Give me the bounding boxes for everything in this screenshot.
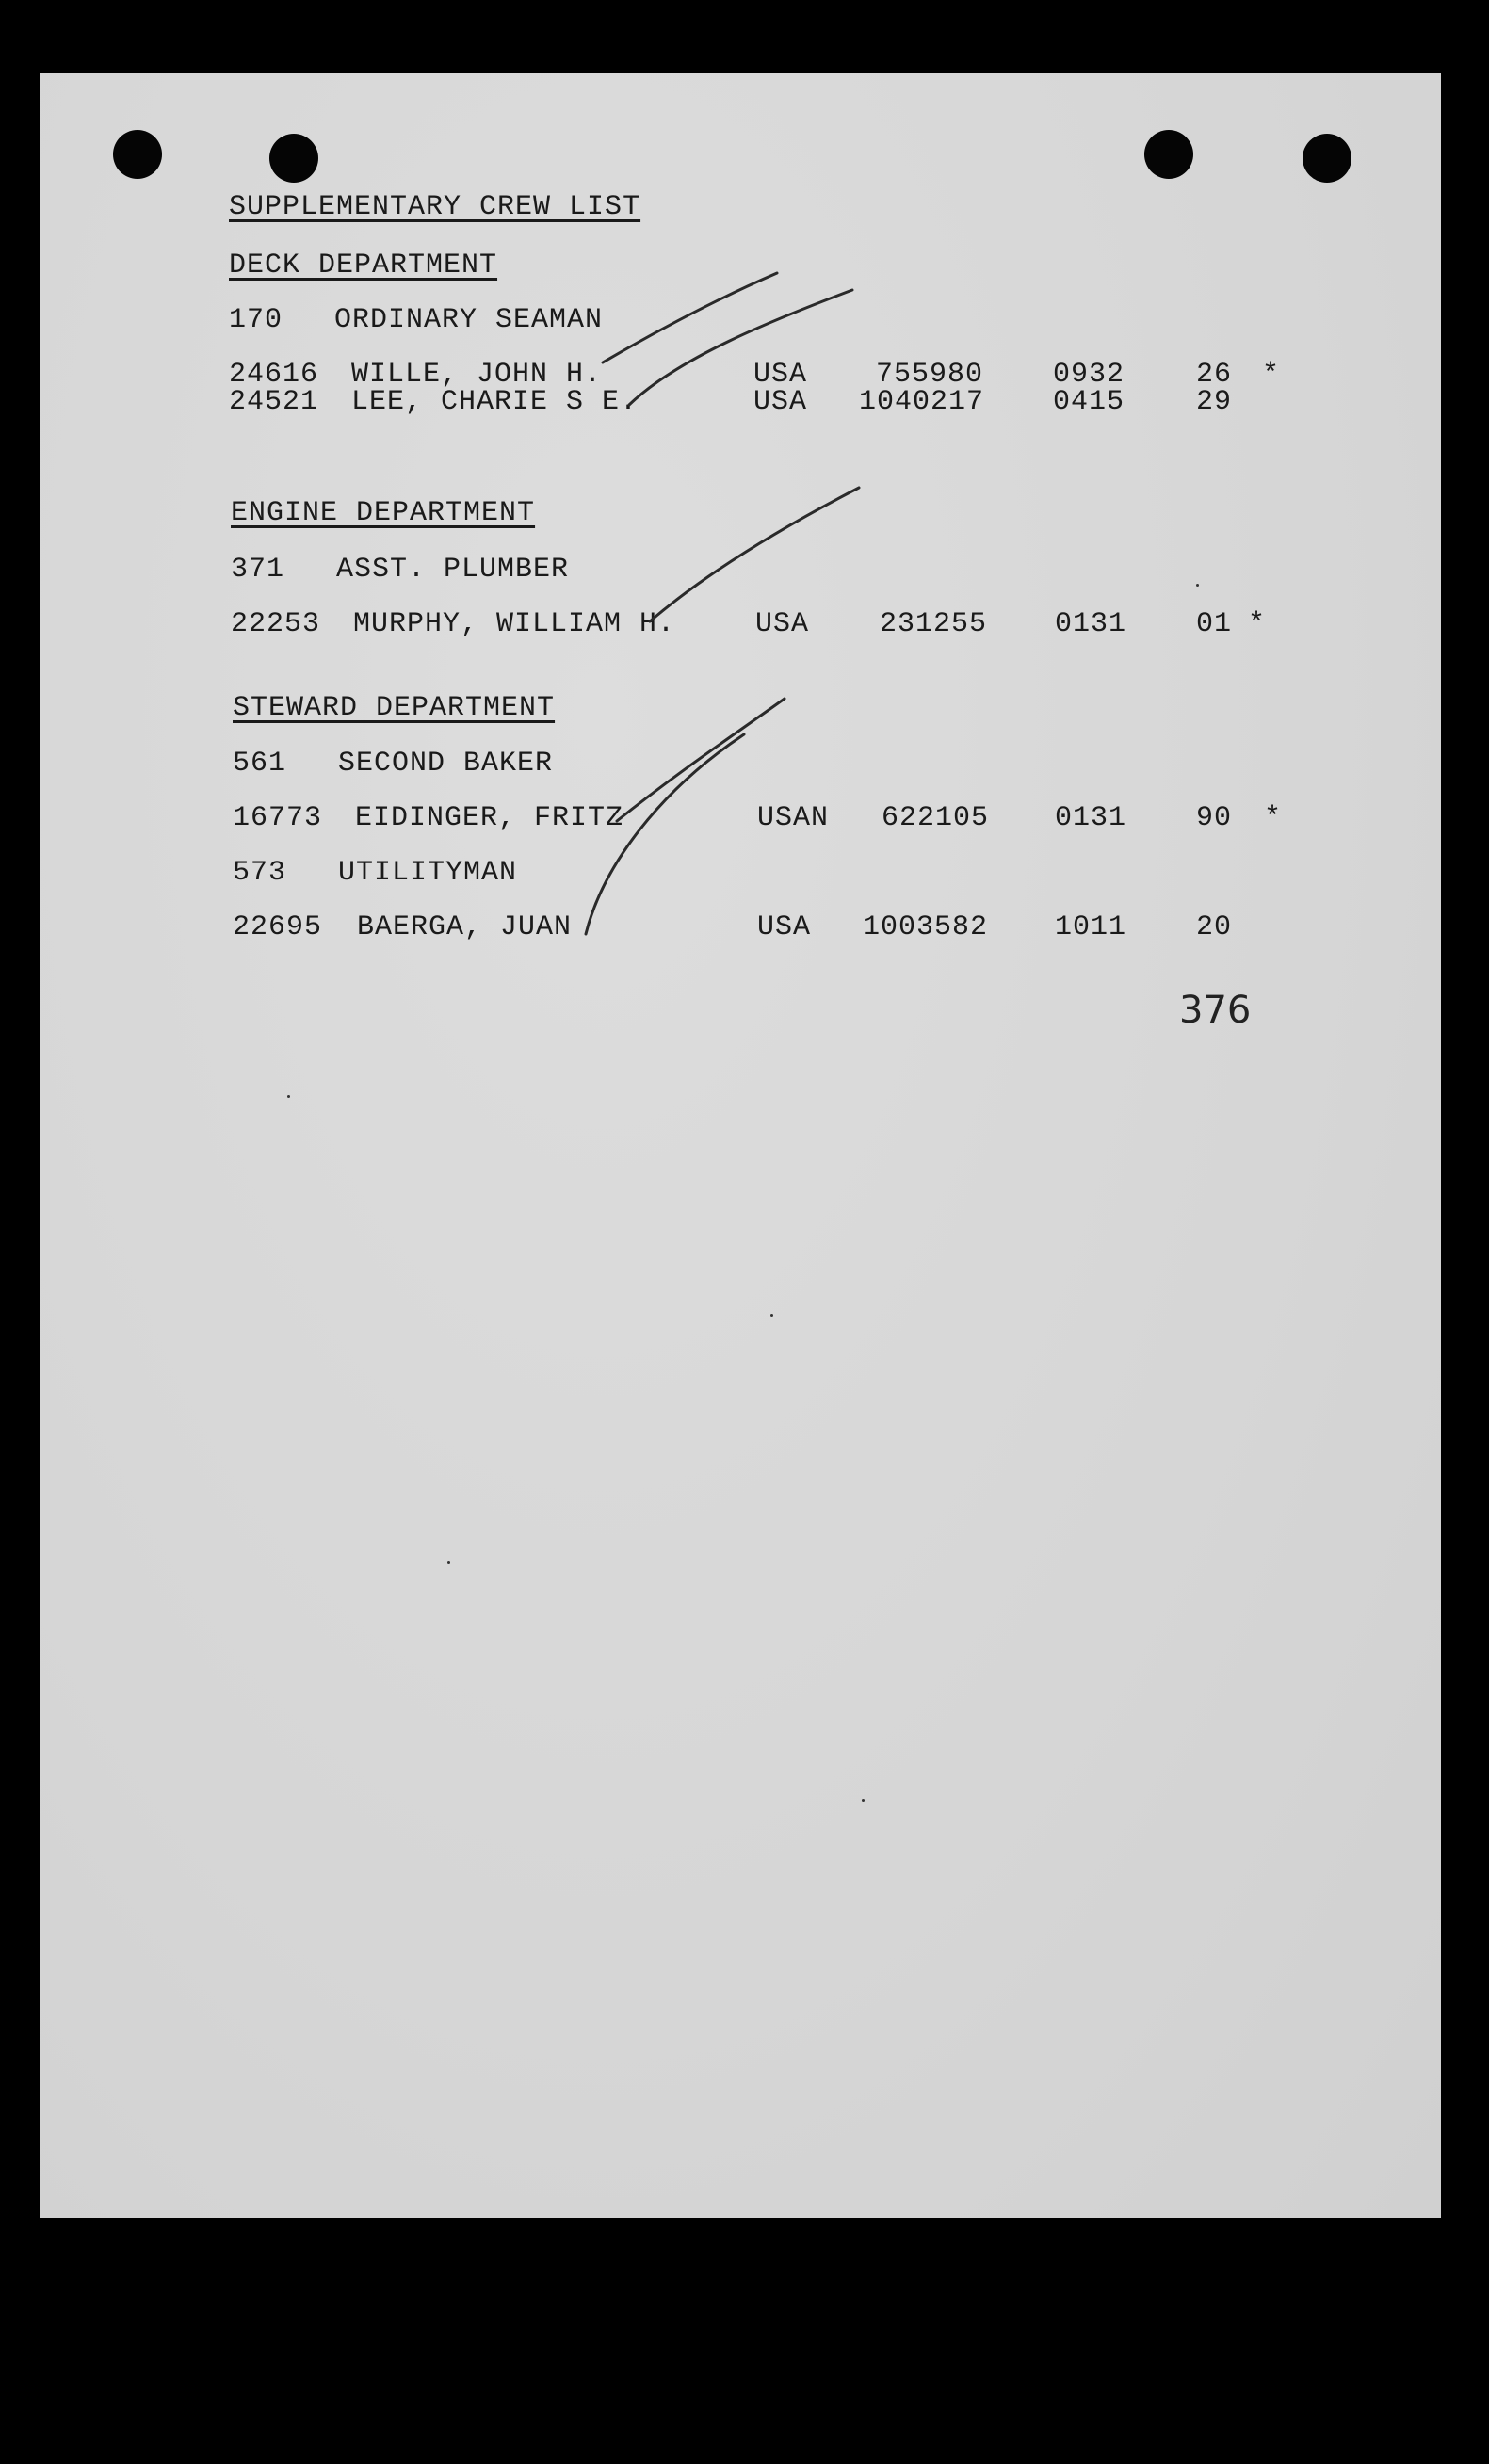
position-code: 561 bbox=[233, 748, 287, 780]
punch-hole-4 bbox=[1303, 134, 1351, 183]
crew-age: 29 bbox=[1196, 386, 1233, 418]
speck bbox=[447, 1561, 450, 1564]
speck bbox=[287, 1095, 290, 1098]
crew-code: 1011 bbox=[1055, 911, 1127, 943]
crew-number: 755980 bbox=[876, 359, 984, 391]
crew-age: 26 bbox=[1196, 359, 1233, 391]
crew-name: WILLE, JOHN H. bbox=[351, 359, 603, 391]
department-heading-engine: ENGINE DEPARTMENT bbox=[231, 497, 536, 529]
position-title: UTILITYMAN bbox=[338, 857, 518, 889]
department-heading-deck: DECK DEPARTMENT bbox=[229, 250, 498, 282]
crew-number: 1040217 bbox=[859, 386, 985, 418]
crew-number: 622105 bbox=[882, 802, 990, 834]
crew-number: 231255 bbox=[880, 608, 988, 640]
crew-mark: * bbox=[1262, 359, 1281, 391]
punch-hole-1 bbox=[113, 130, 162, 179]
document-title: SUPPLEMENTARY CREW LIST bbox=[229, 191, 641, 223]
position-code: 573 bbox=[233, 857, 287, 889]
position-title: ASST. PLUMBER bbox=[336, 554, 570, 586]
crew-id: 22695 bbox=[233, 911, 323, 943]
crew-age: 01 bbox=[1196, 608, 1233, 640]
crew-code: 0415 bbox=[1053, 386, 1125, 418]
crew-age: 20 bbox=[1196, 911, 1233, 943]
crew-number: 1003582 bbox=[863, 911, 989, 943]
crew-nationality: USA bbox=[755, 608, 810, 640]
speck bbox=[770, 1314, 773, 1317]
crew-nationality: USA bbox=[753, 386, 808, 418]
position-code: 371 bbox=[231, 554, 285, 586]
crew-nationality: USA bbox=[757, 911, 812, 943]
crew-name: MURPHY, WILLIAM H. bbox=[353, 608, 676, 640]
crew-age: 90 bbox=[1196, 802, 1233, 834]
crew-mark: * bbox=[1248, 608, 1267, 640]
speck bbox=[1196, 584, 1199, 587]
punch-hole-3 bbox=[1144, 130, 1193, 179]
speck bbox=[862, 1799, 865, 1802]
crew-code: 0131 bbox=[1055, 802, 1127, 834]
crew-id: 24616 bbox=[229, 359, 319, 391]
crew-mark: * bbox=[1264, 802, 1283, 834]
crew-name: BAERGA, JUAN bbox=[357, 911, 573, 943]
punch-hole-2 bbox=[269, 134, 318, 183]
crew-id: 16773 bbox=[233, 802, 323, 834]
position-code: 170 bbox=[229, 304, 283, 336]
handwritten-page-number: 376 bbox=[1179, 989, 1252, 1032]
crew-name: EIDINGER, FRITZ bbox=[355, 802, 624, 834]
crew-id: 22253 bbox=[231, 608, 321, 640]
position-title: ORDINARY SEAMAN bbox=[334, 304, 604, 336]
crew-name: LEE, CHARIE S E. bbox=[351, 386, 639, 418]
department-heading-steward: STEWARD DEPARTMENT bbox=[233, 692, 556, 724]
crew-code: 0932 bbox=[1053, 359, 1125, 391]
crew-nationality: USAN bbox=[757, 802, 830, 834]
crew-code: 0131 bbox=[1055, 608, 1127, 640]
crew-id: 24521 bbox=[229, 386, 319, 418]
crew-nationality: USA bbox=[753, 359, 808, 391]
position-title: SECOND BAKER bbox=[338, 748, 554, 780]
